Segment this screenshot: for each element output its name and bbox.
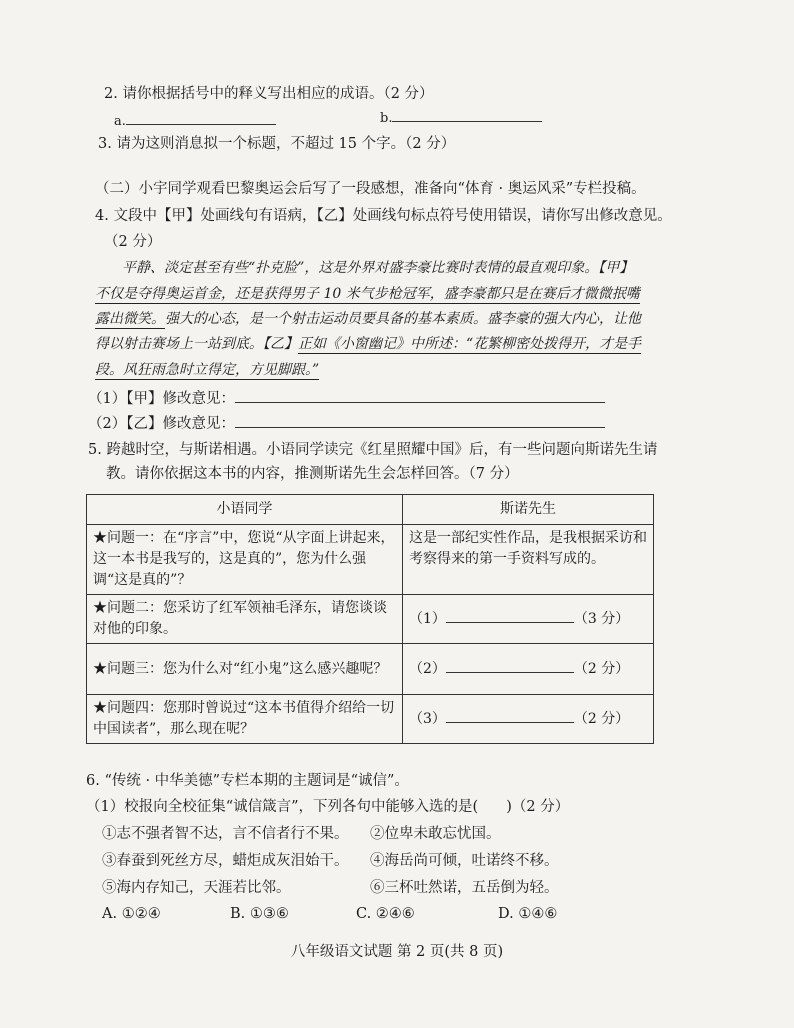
answer-2-score: （3 分）: [573, 611, 630, 627]
q6-text: 6. “传统 · 中华美德”专栏本期的主题词是“诚信”。: [86, 773, 409, 789]
q4-text: 4. 文段中【甲】处画线句有语病，【乙】处画线句标点符号使用错误，请你写出修改意见。: [95, 208, 672, 224]
q4-answer-2-label: （2）【乙】修改意见：: [88, 416, 235, 432]
q2-blank-a[interactable]: [114, 110, 276, 132]
q6-sub1-stem: （1）校报向全校征集“诚信箴言”，下列各句中能够入选的是(: [86, 799, 479, 815]
option-6: ⑥三杯吐然诺，五岳倒为轻。: [370, 880, 559, 896]
table-row: [87, 525, 654, 595]
passage-line-2: [95, 284, 640, 304]
answer-1: 这是一部纪实性作品，是我根据采访和考察得来的第一手资料写成的。: [403, 525, 654, 595]
section2-text: （二）小宇同学观看巴黎奥运会后写了一段感想，准备向“体育 · 奥运风采”专栏投稿。: [95, 181, 646, 197]
q5-line-1: 5. 跨越时空，与斯诺相遇。小语同学读完《红星照耀中国》后，有一些问题向斯诺先生请: [88, 442, 658, 458]
table-row: [87, 595, 654, 644]
header-xiaoyu: 小语同学: [87, 495, 403, 525]
table-row: [87, 644, 654, 695]
q3-text: 3. 请为这则消息拟一个标题，不超过 15 个字。（2 分）: [98, 136, 456, 152]
q4-answer-1[interactable]: [88, 388, 605, 409]
passage-line-4: [95, 334, 641, 354]
q4-answer-2[interactable]: [88, 413, 605, 434]
table-row: [87, 695, 654, 744]
choice-c[interactable]: C. ②④⑥: [356, 906, 415, 922]
answer-2-number: （1）: [409, 611, 446, 627]
question-4: ★问题四：您那时曾说过“这本书值得介绍给一切中国读者”，那么现在呢？: [87, 695, 403, 744]
answer-4-score: （2 分）: [573, 711, 630, 727]
answer-3-number: （2）: [409, 661, 446, 677]
choice-a[interactable]: A. ①②④: [102, 906, 161, 922]
q2-blank-b[interactable]: [380, 107, 542, 129]
passage-underline-jia-end: 露出微笑。: [95, 311, 165, 327]
q4-answer-1-label: （1）【甲】修改意见：: [88, 391, 235, 407]
passage-underline-yi: 正如《小窗幽记》中所述：“花繁柳密处拨得开，才是手: [298, 336, 642, 352]
q6-sub1: [86, 797, 569, 817]
q2-text: 2. 请你根据括号中的释义写出相应的成语。（2 分）: [104, 86, 434, 102]
q2-a-label: a.: [114, 114, 126, 129]
passage-line-3: [95, 309, 641, 329]
table-header-row: [87, 495, 654, 525]
answer-2-field[interactable]: [403, 595, 654, 644]
passage-underline-jia: 不仅是夺得奥运首金，还是获得男子 10 米气步枪冠军，盛李豪都只是在赛后才微微抿嘴: [95, 286, 640, 302]
qa-table: [86, 494, 654, 744]
passage-line-1: 平静、淡定甚至有些“扑克脸”，这是外界对盛李豪比赛时表情的最直观印象。【甲】: [122, 260, 634, 276]
q2-b-label: b.: [380, 111, 393, 126]
option-5: ⑤海内存知己，天涯若比邻。: [102, 880, 291, 896]
q4-score: （2 分）: [104, 234, 162, 250]
q5-line-2: 教。请你依据这本书的内容，推测斯诺先生会怎样回答。（7 分）: [106, 466, 519, 482]
passage-underline-yi-end: 段。风狂雨急时立得定，方见脚跟。”: [95, 362, 320, 378]
page-footer: 八年级语文试题 第 2 页(共 8 页): [290, 944, 504, 960]
passage-line-3-rest: 强大的心态，是一个射击运动员要具备的基本素质。盛李豪的强大内心，让他: [165, 311, 641, 327]
answer-4-field[interactable]: [403, 695, 654, 744]
passage-line-4-start: 得以射击赛场上一站到底。【乙】: [95, 336, 298, 352]
answer-3-field[interactable]: [403, 644, 654, 695]
question-2: ★问题二：您采访了红军领袖毛泽东，请您谈谈对他的印象。: [87, 595, 403, 644]
passage-line-5: [95, 360, 319, 380]
option-2: ②位卑未敢忘忧国。: [370, 826, 501, 842]
choice-b[interactable]: B. ①③⑥: [230, 906, 289, 922]
answer-4-number: （3）: [409, 711, 446, 727]
option-4: ④海岳尚可倾，吐诺终不移。: [370, 853, 559, 869]
q6-sub1-score: )（2 分）: [506, 799, 570, 815]
option-3: ③春蚕到死丝方尽，蜡炬成灰泪始干。: [102, 853, 349, 869]
option-1: ①志不强者智不达，言不信者行不果。: [102, 826, 349, 842]
header-snow: 斯诺先生: [403, 495, 654, 525]
answer-3-score: （2 分）: [573, 661, 630, 677]
choice-d[interactable]: D. ①④⑥: [498, 906, 558, 922]
question-3: ★问题三：您为什么对“红小鬼”这么感兴趣呢？: [87, 644, 403, 695]
question-1: ★问题一：在“序言”中，您说“从字面上讲起来，这一本书是我写的，这是真的”，您为什么强调“这是真的”？: [87, 525, 403, 595]
